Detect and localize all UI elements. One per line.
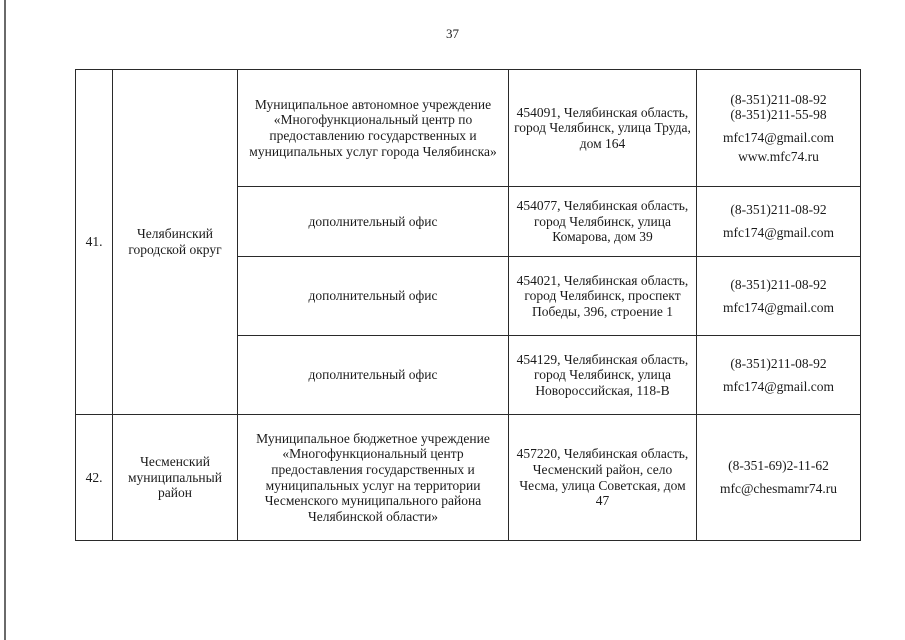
email-address: mfc174@gmail.com	[722, 130, 835, 145]
office-address: 454129, Челябинская область, город Челябинск, улица Новороссийская, 118-В	[509, 336, 697, 415]
contact-cell	[697, 257, 861, 336]
table-row	[76, 415, 861, 541]
phone-number: (8-351)211-08-92	[730, 355, 827, 371]
organization-name: дополнительный офис	[238, 336, 509, 415]
page-number: 37	[446, 26, 459, 41]
contact-cell	[697, 415, 861, 541]
district-name: Чесменский муниципальный район	[113, 415, 238, 541]
email-address: mfc174@gmail.com	[722, 378, 835, 394]
organization-name: дополнительный офис	[238, 257, 509, 336]
scan-edge-line	[4, 0, 6, 640]
email-address: mfc174@gmail.com	[722, 299, 835, 315]
phone-number: (8-351-69)2-11-62	[728, 458, 829, 474]
contact-cell	[697, 70, 861, 187]
phone-number: (8-351)211-08-92	[730, 276, 827, 292]
phone-number: (8-351)211-08-92	[730, 202, 827, 218]
contact-cell	[697, 336, 861, 415]
office-address: 454077, Челябинская область, город Челябинск, улица Комарова, дом 39	[509, 187, 697, 257]
row-number: 42.	[76, 415, 113, 541]
office-address: 454091, Челябинская область, город Челябинск, улица Труда, дом 164	[509, 70, 697, 187]
office-address: 454021, Челябинская область, город Челябинск, проспект Победы, 396, строение 1	[509, 257, 697, 336]
table-row	[76, 70, 861, 187]
row-number: 41.	[76, 70, 113, 415]
phone-number: (8-351)211-55-98	[730, 107, 827, 123]
office-address: 457220, Челябинская область, Чесменский район, село Чесма, улица Советская, дом 47	[509, 415, 697, 541]
organization-name: дополнительный офис	[238, 187, 509, 257]
phone-number: (8-351)211-08-92	[730, 91, 827, 107]
mfc-registry-table	[75, 69, 861, 541]
organization-name: Муниципальное бюджетное учреждение «Многофункциональный центр предоставления государственных и муниципальных услуг на территории Чесменского муниципального района Челябинской области»	[238, 415, 509, 541]
organization-name: Муниципальное автономное учреждение «Многофункциональный центр по предоставлению государственных и муниципальных услуг города Челябинска»	[238, 70, 509, 187]
contact-cell	[697, 187, 861, 257]
district-name: Челябинский городской округ	[113, 70, 238, 415]
website-link: www.mfc74.ru	[738, 148, 819, 164]
email-address: mfc174@gmail.com	[722, 225, 835, 240]
email-address: mfc@chesmamr74.ru	[719, 481, 838, 496]
